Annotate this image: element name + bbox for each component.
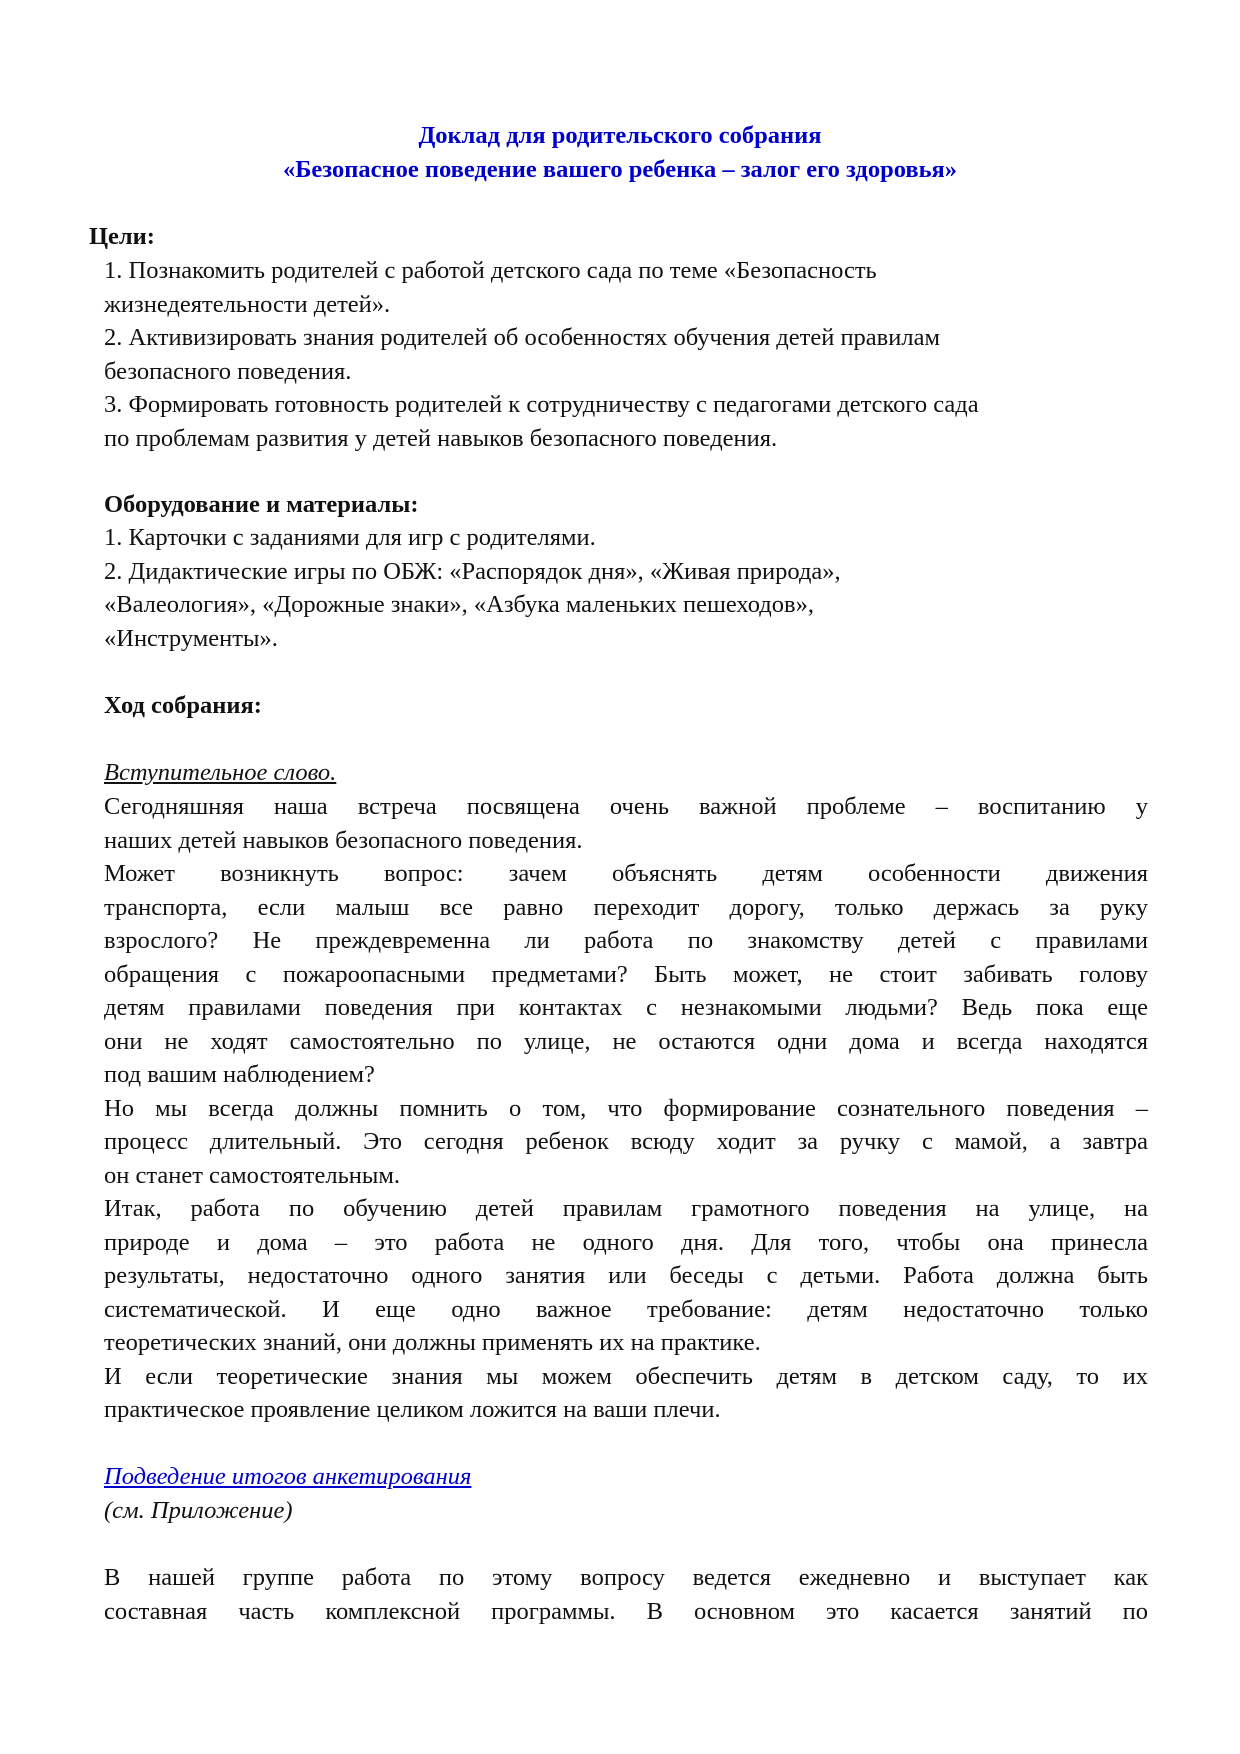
text-line: безопасного поведения. — [104, 357, 352, 385]
text-line: обращения с пожароопасными предметами? Быть может, не стоит забивать голову — [104, 960, 1148, 988]
paragraph — [104, 1092, 1148, 1193]
text-line: систематической. И еще одно важное требование: детям недостаточно только — [104, 1295, 1148, 1323]
text-line: 3. Формировать готовность родителей к сотрудничеству с педагогами детского сада — [104, 391, 979, 418]
text-line: транспорта, если малыш все равно переходит дорогу, только держась за руку — [104, 893, 1148, 921]
text-line: результаты, недостаточно одного занятия или беседы с детьми. Работа должна быть — [104, 1262, 1148, 1289]
intro-label-text: Вступительное слово. — [104, 759, 337, 786]
text-line: В нашей группе работа по этому вопросу ведется ежедневно и выступает как — [104, 1564, 1148, 1591]
goals-list — [104, 254, 1148, 455]
survey-note: (см. Приложение) — [104, 1497, 293, 1524]
paragraph — [104, 857, 1148, 1092]
goals-heading: Цели: — [89, 223, 155, 250]
paragraph — [104, 1360, 1148, 1427]
text-line: Может возникнуть вопрос: зачем объяснять детям особенности движения — [104, 860, 1148, 887]
text-line: теоретических знаний, они должны применять их на практике. — [104, 1329, 761, 1356]
text-line: 1. Познакомить родителей с работой детского сада по теме «Безопасность — [104, 257, 877, 284]
survey-link-row — [104, 1460, 1148, 1494]
final-paragraph — [104, 1561, 1148, 1628]
text-line: он станет самостоятельным. — [104, 1161, 400, 1189]
course-heading: Ход собрания: — [104, 692, 262, 719]
text-line: практическое проявление целиком ложится на ваши плечи. — [104, 1396, 721, 1423]
text-line: 2. Дидактические игры по ОБЖ: «Распорядок дня», «Живая природа», — [104, 557, 841, 585]
doc-title-line2: «Безопасное поведение вашего ребенка – залог его здоровья» — [282, 156, 958, 183]
text-line: по проблемам развития у детей навыков безопасного поведения. — [104, 424, 778, 452]
text-line: «Инструменты». — [104, 624, 278, 652]
text-line: взрослого? Не преждевременна ли работа по знакомству детей с правилами — [104, 927, 1148, 954]
text-line: Итак, работа по обучению детей правилам грамотного поведения на улице, на — [104, 1195, 1148, 1222]
text-line: Но мы всегда должны помнить о том, что формирование сознательного поведения – — [104, 1094, 1148, 1122]
text-line: составная часть комплексной программы. В основном это касается занятий по — [104, 1597, 1148, 1625]
text-line: 1. Карточки с заданиями для игр с родителями. — [104, 524, 596, 551]
intro-label — [104, 756, 1148, 790]
paragraph — [104, 1192, 1148, 1360]
text-line: жизнедеятельности детей». — [104, 290, 391, 318]
text-line: процесс длительный. Это сегодня ребенок всюду ходит за ручку с мамой, а завтра — [104, 1128, 1148, 1155]
intro-paragraphs — [104, 790, 1148, 1427]
equipment-list — [104, 521, 1148, 655]
text-line: детям правилами поведения при контактах с незнакомыми людьми? Ведь пока еще — [104, 994, 1148, 1021]
doc-title-line1: Доклад для родительского собрания — [418, 122, 822, 149]
text-line: И если теоретические знания мы можем обеспечить детям в детском саду, то их — [104, 1362, 1148, 1390]
text-line: они не ходят самостоятельно по улице, не остаются одни дома и всегда находятся — [104, 1027, 1148, 1055]
equipment-heading: Оборудование и материалы: — [104, 491, 419, 518]
text-line: Сегодняшняя наша встреча посвящена очень важной проблеме – воспитанию у — [104, 793, 1148, 820]
text-line: «Валеология», «Дорожные знаки», «Азбука маленьких пешеходов», — [104, 591, 814, 618]
text-line: 2. Активизировать знания родителей об особенностях обучения детей правилам — [104, 324, 940, 351]
text-line: природе и дома – это работа не одного дня. Для того, чтобы она принесла — [104, 1228, 1148, 1256]
text-line: под вашим наблюдением? — [104, 1061, 375, 1088]
paragraph — [104, 790, 1148, 857]
text-line: наших детей навыков безопасного поведения. — [104, 826, 583, 854]
survey-link[interactable]: Подведение итогов анкетирования — [104, 1463, 472, 1490]
